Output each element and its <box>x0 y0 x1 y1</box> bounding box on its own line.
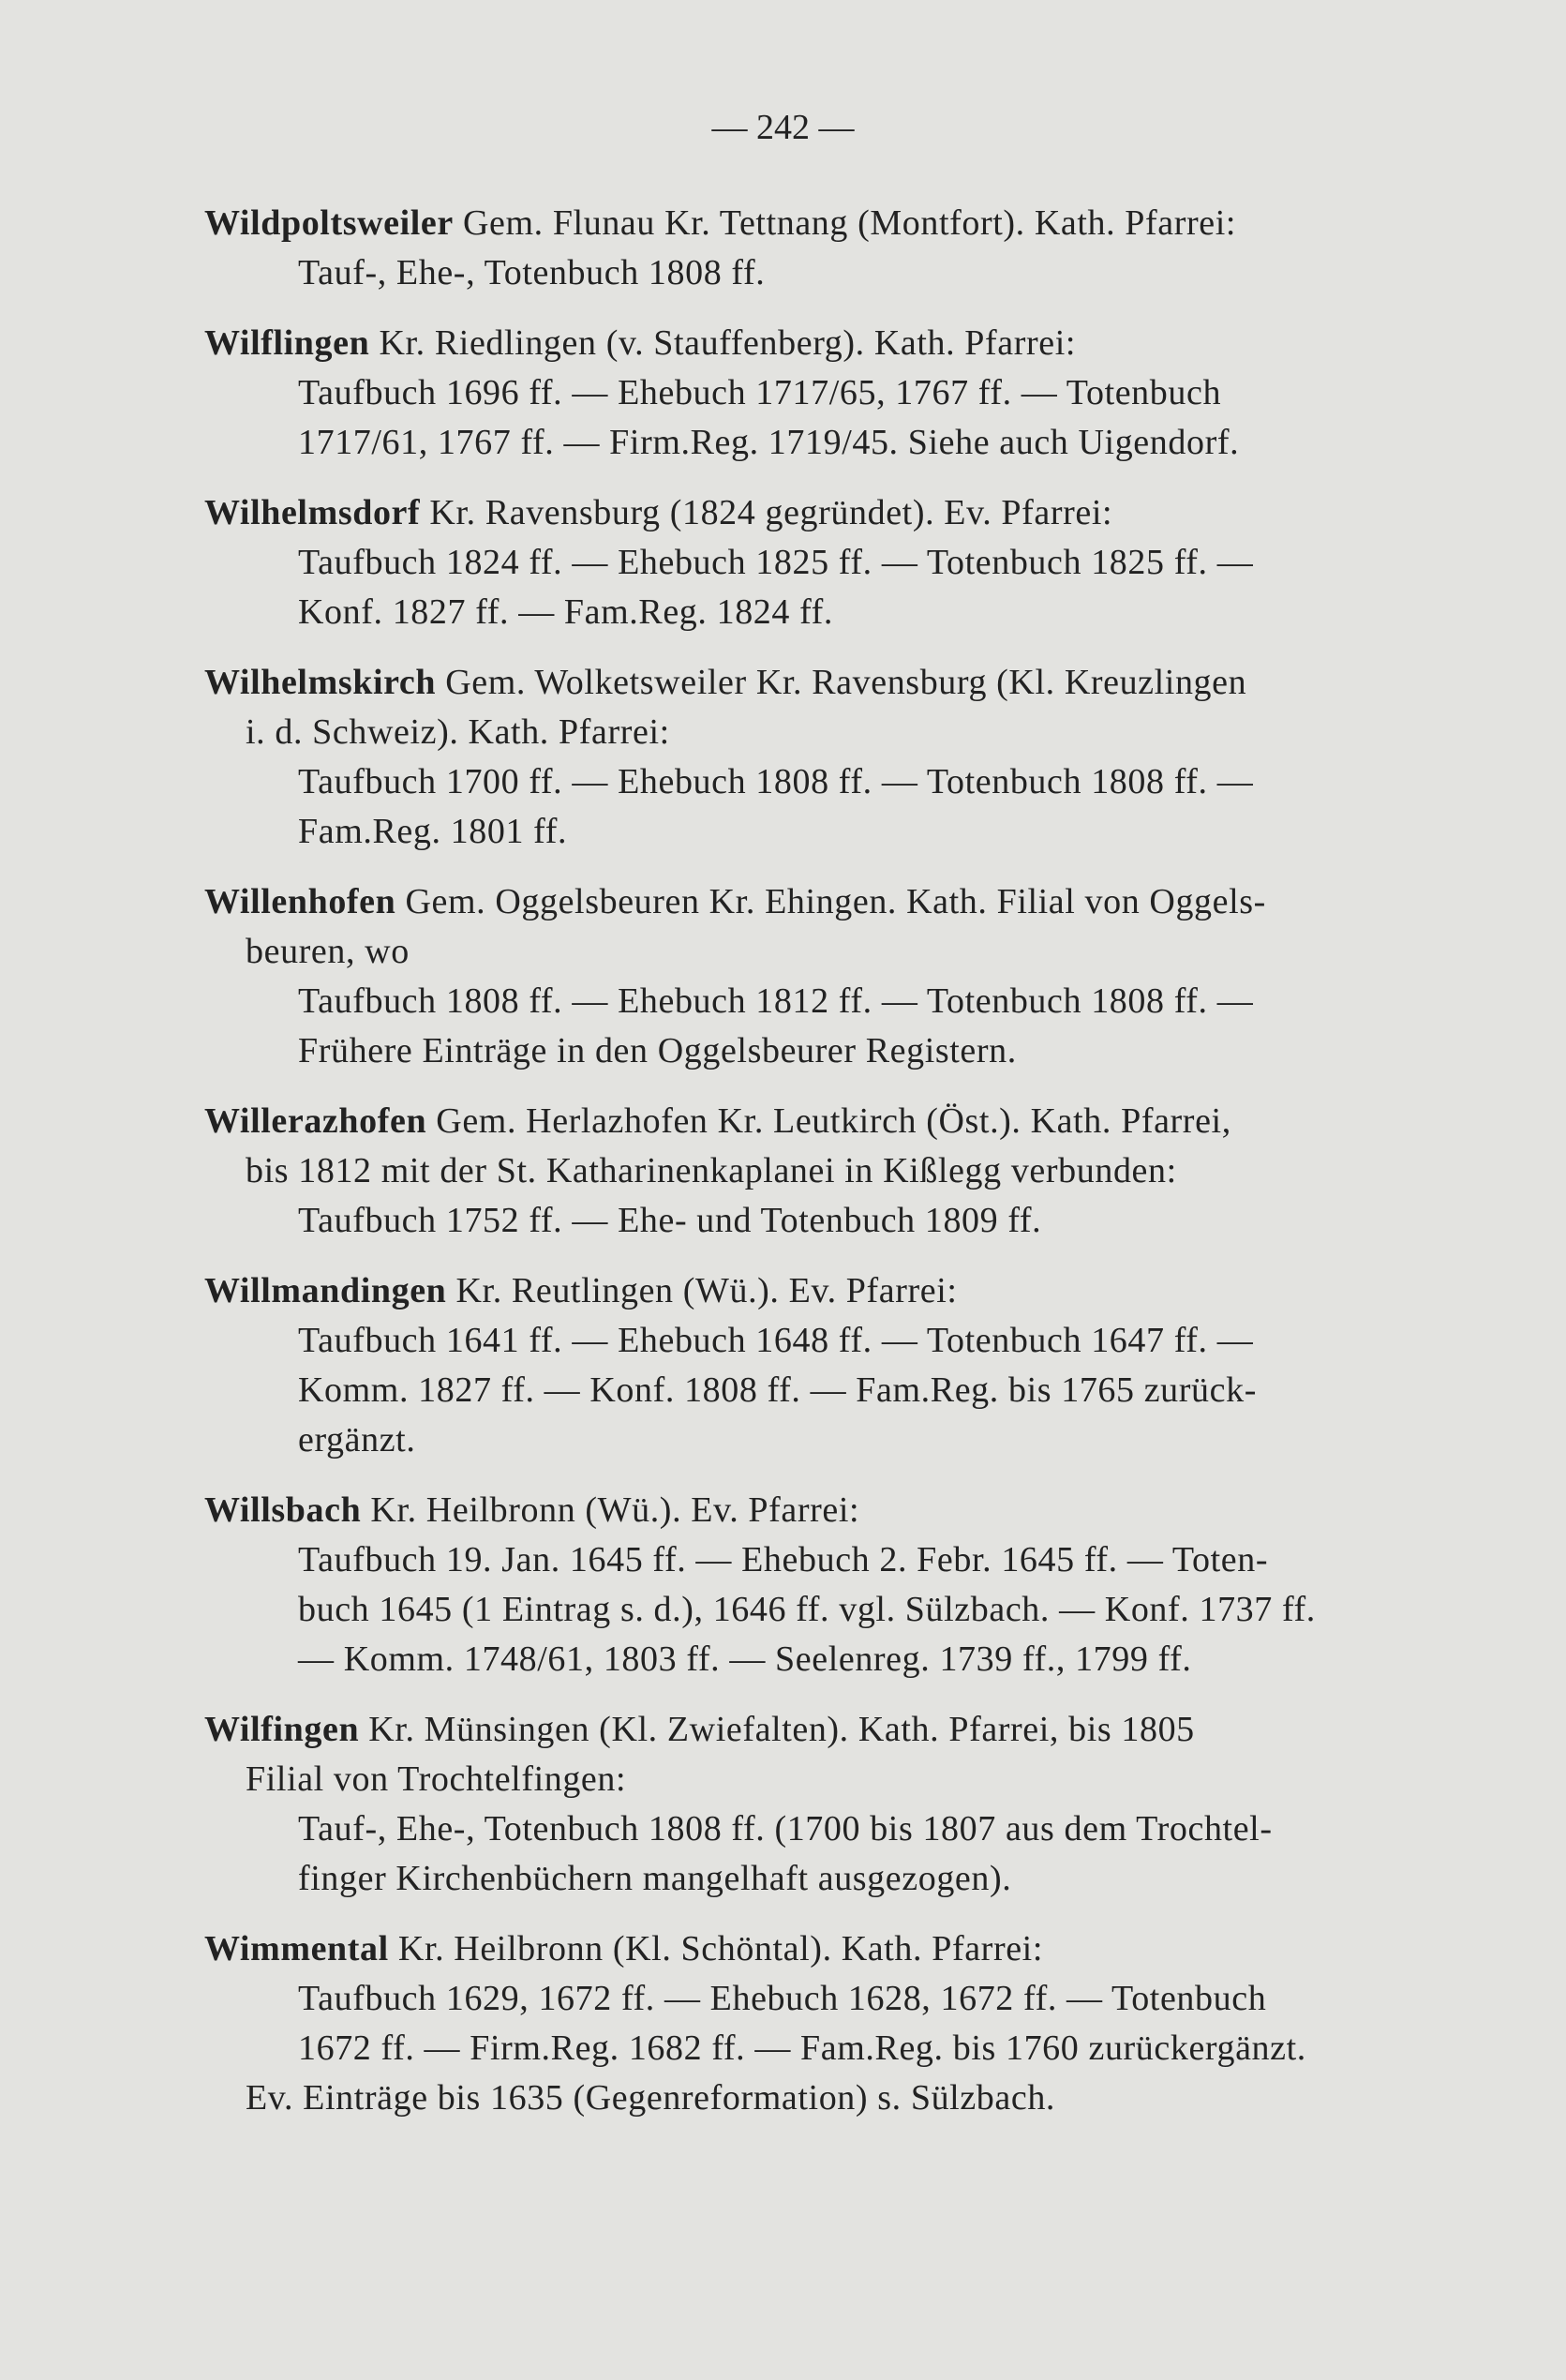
entry <box>204 877 1423 1076</box>
entry-line: Ev. Einträge bis 1635 (Gegenreformation) s. Sülzbach. <box>246 2078 1056 2118</box>
entry <box>204 1924 1423 2123</box>
headword: Wimmental <box>204 1929 389 1968</box>
entry <box>204 488 1423 637</box>
headword: Wilhelmsdorf <box>204 493 421 532</box>
entry-line: i. d. Schweiz). Kath. Pfarrei: <box>246 712 670 752</box>
page-number: — 242 — <box>711 108 855 147</box>
entry-line: Taufbuch 1629, 1672 ff. — Ehebuch 1628, 1672 ff. — Totenbuch <box>298 1979 1267 2018</box>
headword: Willenhofen <box>204 882 396 921</box>
entry-line: Komm. 1827 ff. — Konf. 1808 ff. — Fam.Reg. bis 1765 zurück- <box>298 1370 1257 1410</box>
entry-description: Gem. Herlazhofen Kr. Leutkirch (Öst.). Kath. Pfarrei, <box>426 1101 1231 1141</box>
entry-line: 1672 ff. — Firm.Reg. 1682 ff. — Fam.Reg. bis 1760 zurückergänzt. <box>298 2028 1306 2068</box>
entry-description: Kr. Reutlingen (Wü.). Ev. Pfarrei: <box>446 1271 958 1310</box>
entry-line: Taufbuch 1752 ff. — Ehe- und Totenbuch 1809 ff. <box>298 1201 1042 1240</box>
entry <box>204 1486 1423 1684</box>
entry-description: Gem. Wolketsweiler Kr. Ravensburg (Kl. Kreuzlingen <box>436 663 1247 702</box>
entry <box>204 1266 1423 1465</box>
entry-heading-line <box>204 1266 1423 1316</box>
entry-line: Taufbuch 1696 ff. — Ehebuch 1717/65, 1767 ff. — Totenbuch <box>298 373 1222 412</box>
headword: Wildpoltsweiler <box>204 203 454 243</box>
entry-description: Kr. Münsingen (Kl. Zwiefalten). Kath. Pfarrei, bis 1805 <box>359 1710 1195 1749</box>
entry-heading-line <box>204 488 1423 538</box>
headword: Willmandingen <box>204 1271 447 1310</box>
entry-line: finger Kirchenbüchern mangelhaft ausgezogen). <box>298 1859 1012 1898</box>
entry-heading-line <box>204 1705 1423 1755</box>
entry-line: Taufbuch 19. Jan. 1645 ff. — Ehebuch 2. Febr. 1645 ff. — Toten- <box>298 1540 1269 1579</box>
entry-heading-line <box>204 1486 1423 1535</box>
headword: Wilflingen <box>204 323 370 363</box>
entry-line: Taufbuch 1641 ff. — Ehebuch 1648 ff. — Totenbuch 1647 ff. — <box>298 1321 1254 1360</box>
entry-line: Tauf-, Ehe-, Totenbuch 1808 ff. (1700 bis 1807 aus dem Trochtel- <box>298 1809 1273 1849</box>
entry-description: Kr. Ravensburg (1824 gegründet). Ev. Pfarrei: <box>420 493 1113 532</box>
entry-list <box>204 199 1423 2144</box>
entry-description: Kr. Riedlingen (v. Stauffenberg). Kath. Pfarrei: <box>369 323 1077 363</box>
entry-line: Filial von Trochtelfingen: <box>246 1759 627 1799</box>
headword: Wilfingen <box>204 1710 360 1749</box>
entry-line: Konf. 1827 ff. — Fam.Reg. 1824 ff. <box>298 592 834 632</box>
entry-line: 1717/61, 1767 ff. — Firm.Reg. 1719/45. Siehe auch Uigendorf. <box>298 423 1240 462</box>
entry-heading-line <box>204 1097 1423 1146</box>
headword: Willerazhofen <box>204 1101 427 1141</box>
entry <box>204 319 1423 468</box>
entry-line: Frühere Einträge in den Oggelsbeurer Registern. <box>298 1031 1017 1070</box>
entry-description: Kr. Heilbronn (Wü.). Ev. Pfarrei: <box>361 1490 860 1530</box>
entry-line: Taufbuch 1808 ff. — Ehebuch 1812 ff. — Totenbuch 1808 ff. — <box>298 981 1254 1021</box>
entry-line: bis 1812 mit der St. Katharinenkaplanei in Kißlegg verbunden: <box>246 1151 1177 1190</box>
headword: Willsbach <box>204 1490 362 1530</box>
entry-line: beuren, wo <box>246 932 410 971</box>
entry <box>204 1097 1423 1246</box>
entry-heading-line <box>204 199 1423 248</box>
entry-line: Taufbuch 1824 ff. — Ehebuch 1825 ff. — Totenbuch 1825 ff. — <box>298 543 1254 582</box>
entry-heading-line <box>204 877 1423 927</box>
entry-description: Gem. Oggelsbeuren Kr. Ehingen. Kath. Filial von Oggels- <box>395 882 1266 921</box>
entry <box>204 199 1423 298</box>
entry-line: buch 1645 (1 Eintrag s. d.), 1646 ff. vgl. Sülzbach. — Konf. 1737 ff. <box>298 1590 1316 1629</box>
entry-heading-line <box>204 319 1423 368</box>
entry-heading-line <box>204 1924 1423 1974</box>
entry-line: ergänzt. <box>298 1420 416 1459</box>
entry <box>204 1705 1423 1904</box>
entry-line: Tauf-, Ehe-, Totenbuch 1808 ff. <box>298 253 766 292</box>
entry <box>204 658 1423 857</box>
entry-heading-line <box>204 658 1423 708</box>
entry-line: — Komm. 1748/61, 1803 ff. — Seelenreg. 1739 ff., 1799 ff. <box>298 1639 1192 1679</box>
entry-line: Fam.Reg. 1801 ff. <box>298 812 568 851</box>
entry-description: Gem. Flunau Kr. Tettnang (Montfort). Kath. Pfarrei: <box>453 203 1237 243</box>
entry-description: Kr. Heilbronn (Kl. Schöntal). Kath. Pfarrei: <box>388 1929 1043 1968</box>
headword: Wilhelmskirch <box>204 663 437 702</box>
entry-line: Taufbuch 1700 ff. — Ehebuch 1808 ff. — Totenbuch 1808 ff. — <box>298 762 1254 801</box>
